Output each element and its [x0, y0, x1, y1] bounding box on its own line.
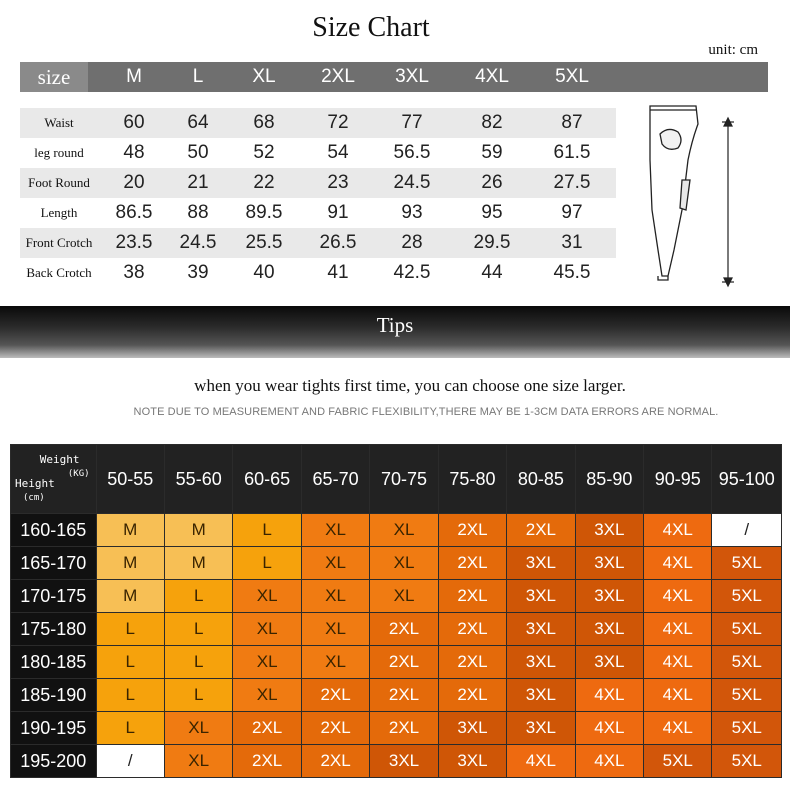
corner-cm-label: (cm) [23, 493, 45, 503]
fit-size-cell: 5XL [712, 580, 782, 613]
measurement-label: Front Crotch [25, 235, 93, 250]
fit-row [11, 580, 782, 613]
measurement-value: 38 [123, 262, 145, 283]
fit-size-cell: 3XL [438, 745, 506, 778]
fit-size-cell: 2XL [370, 679, 438, 712]
weight-header: 50-55 [96, 445, 164, 514]
measurement-value: 87 [561, 112, 583, 133]
weight-header: 60-65 [233, 445, 301, 514]
measurement-value: 89.5 [245, 202, 283, 223]
fit-size-cell: / [712, 514, 782, 547]
fit-size-cell: 4XL [575, 679, 643, 712]
fit-size-cell: M [96, 514, 164, 547]
fit-size-cell: 4XL [644, 580, 712, 613]
fit-size-cell: 3XL [370, 745, 438, 778]
fit-size-cell: 3XL [438, 712, 506, 745]
fit-corner-cell [11, 445, 97, 514]
measurement-value: 59 [481, 142, 503, 163]
measurement-value: 28 [401, 232, 423, 253]
measurement-value: 82 [481, 112, 503, 133]
measurement-value: 64 [187, 112, 209, 133]
size-header-3xl: 3XL [395, 66, 429, 87]
fit-size-cell: 4XL [644, 679, 712, 712]
fit-size-cell: 3XL [507, 712, 575, 745]
fit-size-cell: 5XL [712, 745, 782, 778]
fit-row [11, 745, 782, 778]
fit-size-cell: XL [164, 745, 232, 778]
measurement-label: Foot Round [28, 175, 90, 190]
measurement-value: 23.5 [115, 232, 153, 253]
tights-diagram [638, 100, 758, 290]
measurement-label: Back Crotch [26, 265, 92, 280]
size-header-bar [20, 62, 768, 92]
fit-size-cell: 5XL [712, 613, 782, 646]
fit-size-cell: L [233, 514, 301, 547]
measurement-value: 52 [253, 142, 275, 163]
measurement-value: 29.5 [473, 232, 511, 253]
size-header-2xl: 2XL [321, 66, 355, 87]
fit-size-cell: 5XL [644, 745, 712, 778]
measurement-value: 45.5 [553, 262, 591, 283]
fit-size-cell: XL [370, 580, 438, 613]
fit-header-row [11, 445, 782, 514]
tips-line-1: when you wear tights first time, you can choose one size larger. [194, 376, 626, 395]
fit-size-cell: 2XL [438, 514, 506, 547]
fit-size-cell: 2XL [507, 514, 575, 547]
height-header: 160-165 [11, 514, 97, 547]
measurement-value: 50 [187, 142, 209, 163]
measurement-row [20, 258, 616, 288]
fit-size-cell: 5XL [712, 646, 782, 679]
measurement-value: 95 [481, 202, 503, 223]
fit-size-cell: L [96, 646, 164, 679]
size-header-l: L [192, 66, 204, 87]
measurement-value: 48 [123, 142, 145, 163]
size-header-4xl: 4XL [475, 66, 509, 87]
corner-height-label: Height [15, 477, 55, 490]
measurement-value: 23 [327, 172, 349, 193]
fit-row [11, 514, 782, 547]
height-header: 190-195 [11, 712, 97, 745]
fit-size-cell: L [96, 613, 164, 646]
fit-size-cell: 2XL [370, 646, 438, 679]
measurement-value: 44 [481, 262, 503, 283]
measurement-value: 56.5 [393, 142, 431, 163]
weight-header: 70-75 [370, 445, 438, 514]
measurement-value: 86.5 [115, 202, 153, 223]
fit-table [10, 444, 782, 778]
corner-weight-label: Weight [39, 453, 80, 466]
measurement-value: 26 [481, 172, 503, 193]
measurement-row [20, 228, 616, 258]
fit-size-cell: 2XL [301, 712, 369, 745]
measurement-value: 72 [327, 112, 349, 133]
measurement-value: 24.5 [179, 232, 217, 253]
fit-size-cell: 3XL [575, 613, 643, 646]
fit-size-cell: 4XL [644, 514, 712, 547]
fit-size-cell: 3XL [575, 514, 643, 547]
fit-row [11, 613, 782, 646]
measurement-value: 20 [123, 172, 145, 193]
fit-size-cell: XL [233, 646, 301, 679]
measurement-row [20, 168, 616, 198]
fit-size-cell: L [164, 580, 232, 613]
measurement-label: Length [40, 205, 78, 220]
page-title: Size Chart [312, 12, 430, 43]
measurement-row [20, 138, 616, 168]
measurement-value: 60 [123, 112, 145, 133]
measurement-value: 31 [561, 232, 583, 253]
corner-kg-label: (KG) [67, 469, 90, 479]
fit-size-cell: XL [301, 547, 369, 580]
fit-size-cell: 2XL [233, 712, 301, 745]
fit-size-cell: L [164, 679, 232, 712]
weight-header: 75-80 [438, 445, 506, 514]
weight-header: 95-100 [712, 445, 782, 514]
fit-size-cell: L [164, 613, 232, 646]
size-header-m: M [126, 66, 142, 87]
fit-size-cell: XL [233, 580, 301, 613]
measurement-row [20, 108, 616, 138]
fit-size-cell: 4XL [644, 547, 712, 580]
fit-size-cell: 2XL [233, 745, 301, 778]
fit-row [11, 712, 782, 745]
fit-size-cell: M [96, 580, 164, 613]
fit-size-cell: / [96, 745, 164, 778]
fit-size-cell: 4XL [575, 745, 643, 778]
height-header: 180-185 [11, 646, 97, 679]
measurement-value: 39 [187, 262, 209, 283]
measurement-value: 25.5 [245, 232, 283, 253]
measurement-value: 26.5 [319, 232, 357, 253]
measurement-value: 77 [401, 112, 423, 133]
fit-size-cell: L [96, 712, 164, 745]
fit-size-cell: 4XL [644, 613, 712, 646]
measurement-value: 54 [327, 142, 349, 163]
fit-size-cell: 5XL [712, 712, 782, 745]
tips-note: NOTE DUE TO MEASUREMENT AND FABRIC FLEXIBILITY,THERE MAY BE 1-3CM DATA ERRORS ARE NORMAL. [133, 406, 719, 418]
fit-size-cell: M [164, 514, 232, 547]
weight-header: 65-70 [301, 445, 369, 514]
fit-size-cell: XL [301, 646, 369, 679]
fit-size-cell: L [96, 679, 164, 712]
fit-size-cell: XL [233, 613, 301, 646]
fit-size-cell: 2XL [370, 712, 438, 745]
measurement-value: 68 [253, 112, 275, 133]
fit-size-cell: XL [301, 580, 369, 613]
fit-size-cell: L [164, 646, 232, 679]
fit-size-cell: XL [370, 514, 438, 547]
measurement-value: 88 [187, 202, 209, 223]
fit-row [11, 646, 782, 679]
fit-size-cell: 3XL [575, 547, 643, 580]
measurement-value: 97 [561, 202, 583, 223]
fit-size-cell: 5XL [712, 547, 782, 580]
fit-size-cell: 3XL [507, 547, 575, 580]
measurement-value: 93 [401, 202, 423, 223]
fit-size-cell: 2XL [438, 580, 506, 613]
tips-banner [0, 306, 790, 358]
fit-size-cell: 4XL [644, 646, 712, 679]
measurement-value: 22 [253, 172, 275, 193]
height-header: 170-175 [11, 580, 97, 613]
fit-size-cell: 2XL [438, 547, 506, 580]
fit-size-cell: 3XL [507, 613, 575, 646]
fit-size-cell: 4XL [575, 712, 643, 745]
measurement-value: 27.5 [553, 172, 591, 193]
fit-size-cell: 2XL [438, 613, 506, 646]
weight-header: 80-85 [507, 445, 575, 514]
measurement-row [20, 198, 616, 228]
fit-size-cell: L [233, 547, 301, 580]
measurement-value: 24.5 [393, 172, 431, 193]
fit-size-cell: XL [164, 712, 232, 745]
fit-size-cell: 4XL [644, 712, 712, 745]
measurement-value: 21 [187, 172, 209, 193]
height-header: 165-170 [11, 547, 97, 580]
fit-row [11, 547, 782, 580]
fit-size-cell: XL [233, 679, 301, 712]
measurement-value: 61.5 [553, 142, 591, 163]
measurement-label: Waist [44, 115, 74, 130]
fit-size-cell: 2XL [370, 613, 438, 646]
size-header-label: size [20, 62, 88, 92]
fit-size-cell: 3XL [507, 646, 575, 679]
weight-header: 85-90 [575, 445, 643, 514]
measurement-value: 41 [327, 262, 349, 283]
fit-row [11, 679, 782, 712]
fit-size-cell: 3XL [575, 646, 643, 679]
measurement-value: 42.5 [393, 262, 431, 283]
tips-heading: Tips [376, 313, 414, 337]
fit-size-cell: 2XL [301, 745, 369, 778]
weight-header: 90-95 [644, 445, 712, 514]
fit-size-cell: 3XL [507, 679, 575, 712]
fit-size-cell: 4XL [507, 745, 575, 778]
height-header: 195-200 [11, 745, 97, 778]
fit-size-cell: 2XL [438, 646, 506, 679]
fit-size-cell: 3XL [507, 580, 575, 613]
fit-size-cell: 2XL [301, 679, 369, 712]
fit-size-cell: XL [370, 547, 438, 580]
fit-size-cell: XL [301, 514, 369, 547]
measurement-value: 91 [327, 202, 349, 223]
measurement-value: 40 [253, 262, 275, 283]
weight-header: 55-60 [164, 445, 232, 514]
measurement-label: leg round [34, 145, 84, 160]
height-header: 175-180 [11, 613, 97, 646]
fit-size-cell: 5XL [712, 679, 782, 712]
size-header-xl: XL [252, 66, 276, 87]
fit-size-cell: XL [301, 613, 369, 646]
fit-size-cell: 3XL [575, 580, 643, 613]
size-header-5xl: 5XL [555, 66, 589, 87]
fit-size-cell: M [164, 547, 232, 580]
height-header: 185-190 [11, 679, 97, 712]
fit-size-cell: 2XL [438, 679, 506, 712]
fit-size-cell: M [96, 547, 164, 580]
unit-label: unit: cm [708, 42, 758, 58]
